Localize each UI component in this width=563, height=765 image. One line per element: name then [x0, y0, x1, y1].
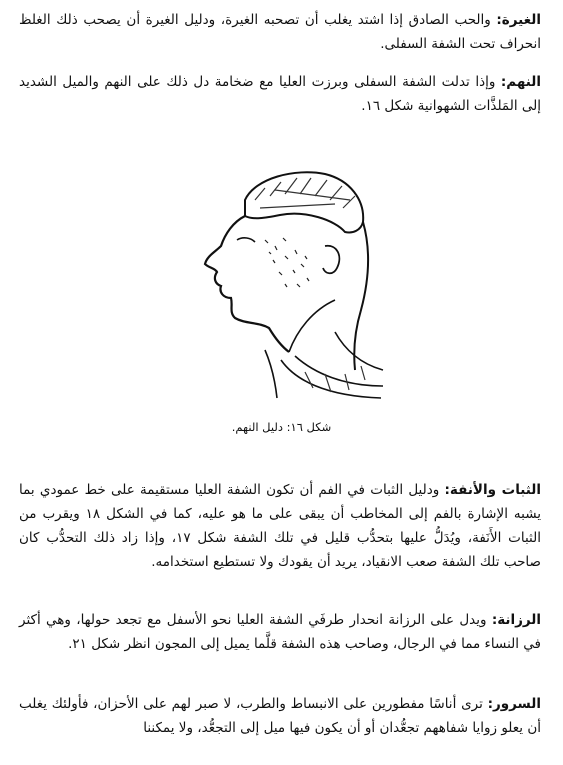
figure-caption: شكل ١٦: دليل النهم. [231, 420, 332, 434]
paragraph-composure [19, 608, 541, 656]
ear [323, 246, 339, 273]
garment [265, 332, 383, 398]
head-wrap [245, 172, 363, 232]
neck-back [354, 222, 368, 370]
text-jealousy: والحب الصادق إذا اشتد يغلب أن تصحبه الغيرة، ودليل الغيرة أن يصحب ذلك الغلظ انحراف تحت الشفة السفلى. [19, 12, 541, 52]
term-steadfastness: الثبات والأنفة: [444, 482, 541, 498]
term-jealousy: الغيرة: [496, 12, 541, 28]
eye [237, 238, 255, 242]
text-composure: ويدل على الرزانة انحدار طرفَي الشفة العليا نحو الأسفل مع تجعد حولها، وهي أكثر في النساء مما في الرجال، وصاحب هذه الشفة قلَّما يميل إلى المجون انظر شكل ٢١. [19, 612, 541, 652]
text-gluttony: وإذا تدلت الشفة السفلى وبرزت العليا مع ضخامة دل ذلك على النهم والميل الشديد إلى المَلذَّات الشهوانية شكل ١٦. [19, 74, 541, 114]
text-steadfastness: ودليل الثبات في الفم أن تكون الشفة العليا مستقيمة على خط عمودي بما يشبه الإشارة بالفم إلى المخاطب أن يبقى على ما هو عليه، كما في الشكل ١٨ ويقرب من الثبات الأَنَفة، ويُدَلُّ عليها بتحدُّب قليل في تلك الشفة شكل ١٧، وإذا زاد ذلك التحدُّب كان صاحب تلك الشفة صعب الانقياد، يريد أن يقودك ولا تستطيع استخدامه. [19, 482, 541, 570]
jaw-line [289, 300, 335, 352]
cheek-shading [265, 238, 309, 287]
paragraph-jealousy [19, 8, 541, 56]
term-gluttony: النهم: [500, 74, 541, 90]
term-joy: السرور: [487, 696, 541, 712]
paragraph-steadfastness [19, 478, 541, 574]
text-joy: ترى أناسًا مفطورين على الانبساط والطرب، لا صبر لهم على الأحزان، فأولئك يغلب أن يعلو زوايا شفاههم تجعُّدان أو أن يكون فيها ميل إلى التجعُّد، ولا يمكننا [19, 696, 541, 736]
term-composure: الرزانة: [491, 612, 541, 628]
face-profile [205, 216, 289, 352]
figure-16-illustration [185, 160, 385, 400]
paragraph-joy [19, 692, 541, 740]
paragraph-gluttony [19, 70, 541, 118]
